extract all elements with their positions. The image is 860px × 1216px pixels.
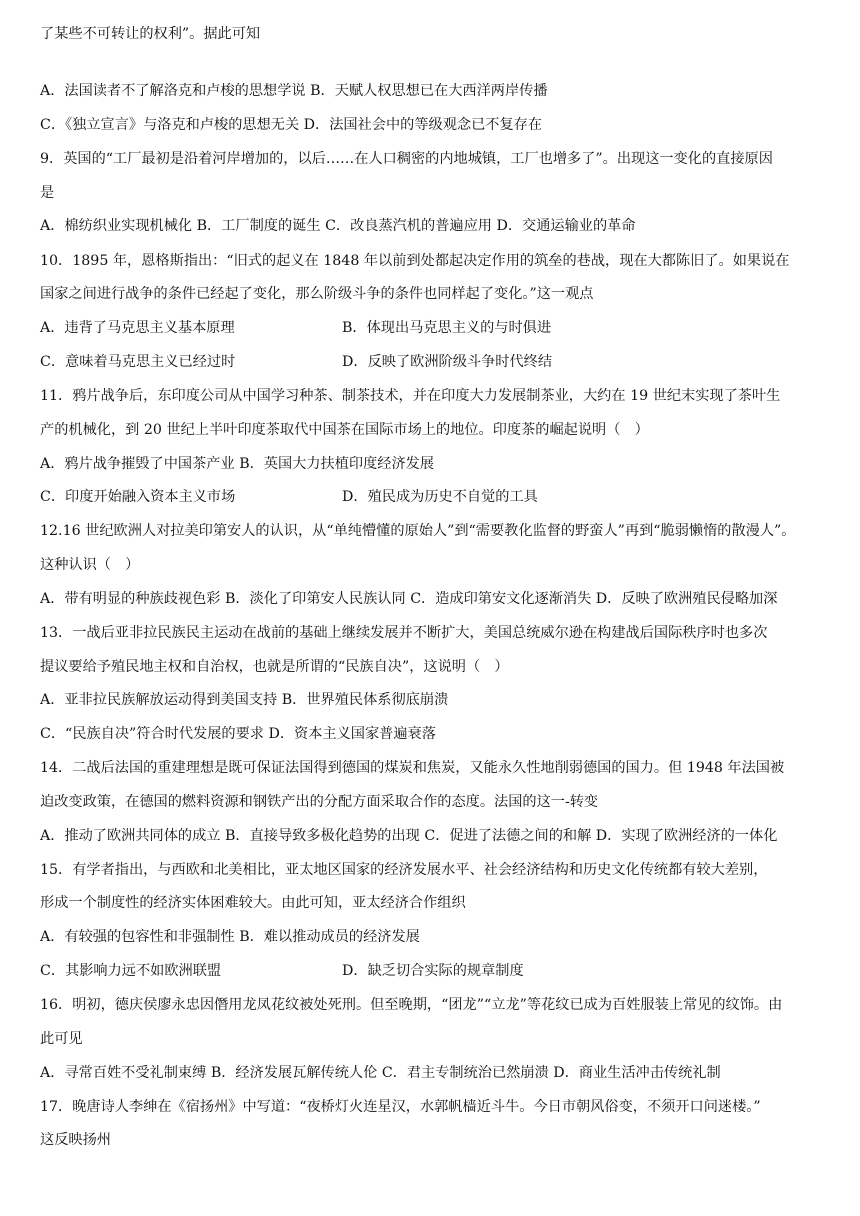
text-line: 这种认识（ ） [40, 557, 140, 573]
option-line: A．亚非拉民族解放运动得到美国支持 B．世界殖民体系彻底崩溃 [40, 692, 449, 708]
option-d: D．殖民成为历史不自觉的工具 [342, 489, 538, 505]
text-line: 国家之间进行战争的条件已经起了变化，那么阶级斗争的条件也同样起了变化。”这一观点 [40, 286, 594, 302]
text-line: 形成一个制度性的经济实体困难较大。由此可知，亚太经济合作组织 [40, 895, 466, 911]
option-line: A．带有明显的种族歧视色彩 B．淡化了印第安人民族认同 C．造成印第安文化逐渐消失 D．反映了欧洲殖民侵略加深 [40, 591, 778, 607]
question-15: 15．有学者指出，与西欧和北美相比，亚太地区国家的经济发展水平、社会经济结构和历史文化传统都有较大差别， [40, 862, 768, 878]
question-11: 11．鸦片战争后，东印度公司从中国学习种茶、制茶技术，并在印度大力发展制茶业，大约在 19 世纪末实现了茶叶生 [40, 388, 781, 404]
option-line: A．鸦片战争摧毁了中国茶产业 B．英国大力扶植印度经济发展 [40, 456, 435, 472]
option-line: A．推动了欧洲共同体的成立 B．直接导致多极化趋势的出现 C．促进了法德之间的和解 D．实现了欧洲经济的一体化 [40, 828, 778, 844]
text-line: 了某些不可转让的权利”。据此可知 [40, 26, 261, 42]
option-c: C．其影响力远不如欧洲联盟 [40, 963, 222, 979]
option-line: C．《独立宣言》与洛克和卢梭的思想无关 D．法国社会中的等级观念已不复存在 [40, 117, 543, 133]
option-d: D．缺乏切合实际的规章制度 [342, 963, 524, 979]
option-line: A．有较强的包容性和非强制性 B．难以推动成员的经济发展 [40, 929, 420, 945]
text-line: 此可见 [40, 1031, 83, 1047]
option-line: A．法国读者不了解洛克和卢梭的思想学说 B．天赋人权思想已在大西洋两岸传播 [40, 83, 548, 99]
question-14: 14．二战后法国的重建理想是既可保证法国得到德国的煤炭和焦炭，又能永久性地削弱德国的国力。但 1948 年法国被 [40, 760, 785, 776]
option-line [40, 487, 830, 507]
question-17: 17．晚唐诗人李绅在《宿扬州》中写道：“夜桥灯火连星汉，水郭帆樯近斗牛。今日市朝风俗变，不须开口问迷楼。” [40, 1099, 761, 1115]
text-line: 这反映扬州 [40, 1132, 111, 1148]
option-line: C．“民族自决”符合时代发展的要求 D．资本主义国家普遍衰落 [40, 726, 436, 742]
option-line [40, 352, 830, 372]
option-d: D．反映了欧洲阶级斗争时代终结 [342, 354, 553, 370]
question-10: 10．1895 年，恩格斯指出：“旧式的起义在 1848 年以前到处都起决定作用的筑垒的巷战，现在大都陈旧了。如果说在 [40, 253, 790, 269]
question-16: 16．明初，德庆侯廖永忠因僭用龙凤花纹被处死刑。但至晚期，“团龙”“立龙”等花纹已成为百姓服装上常见的纹饰。由 [40, 997, 783, 1013]
text-line: 产的机械化，到 20 世纪上半叶印度茶取代中国茶在国际市场上的地位。印度茶的崛起说明（ ） [40, 422, 649, 438]
option-line: A．棉纺织业实现机械化 B．工厂制度的诞生 C．改良蒸汽机的普遍应用 D．交通运输业的革命 [40, 218, 636, 234]
text-line: 是 [40, 185, 55, 201]
option-b: B．体现出马克思主义的与时俱进 [342, 320, 552, 336]
option-a: A．违背了马克思主义基本原理 [40, 320, 235, 336]
option-line [40, 961, 830, 981]
question-9: 9．英国的“工厂最初是沿着河岸增加的，以后……在人口稠密的内地城镇，工厂也增多了”。出现这一变化的直接原因 [40, 151, 773, 167]
option-line [40, 318, 830, 338]
option-line: A．寻常百姓不受礼制束缚 B．经济发展瓦解传统人伦 C．君主专制统治已然崩溃 D．商业生活冲击传统礼制 [40, 1065, 721, 1081]
text-line: 迫改变政策，在德国的燃料资源和钢铁产出的分配方面采取合作的态度。法国的这一-转变 [40, 794, 599, 810]
question-12: 12.16 世纪欧洲人对拉美印第安人的认识，从“单纯懵懂的原始人”到“需要教化监督的野蛮人”再到“脆弱懒惰的散漫人”。 [40, 523, 796, 539]
option-c: C．印度开始融入资本主义市场 [40, 489, 236, 505]
text-line: 提议要给予殖民地主权和自治权，也就是所谓的“民族自决”，这说明（ ） [40, 659, 509, 675]
question-13: 13．一战后亚非拉民族民主运动在战前的基础上继续发展并不断扩大，美国总统威尔逊在构建战后国际秩序时也多次 [40, 625, 768, 641]
option-c: C．意味着马克思主义已经过时 [40, 354, 236, 370]
